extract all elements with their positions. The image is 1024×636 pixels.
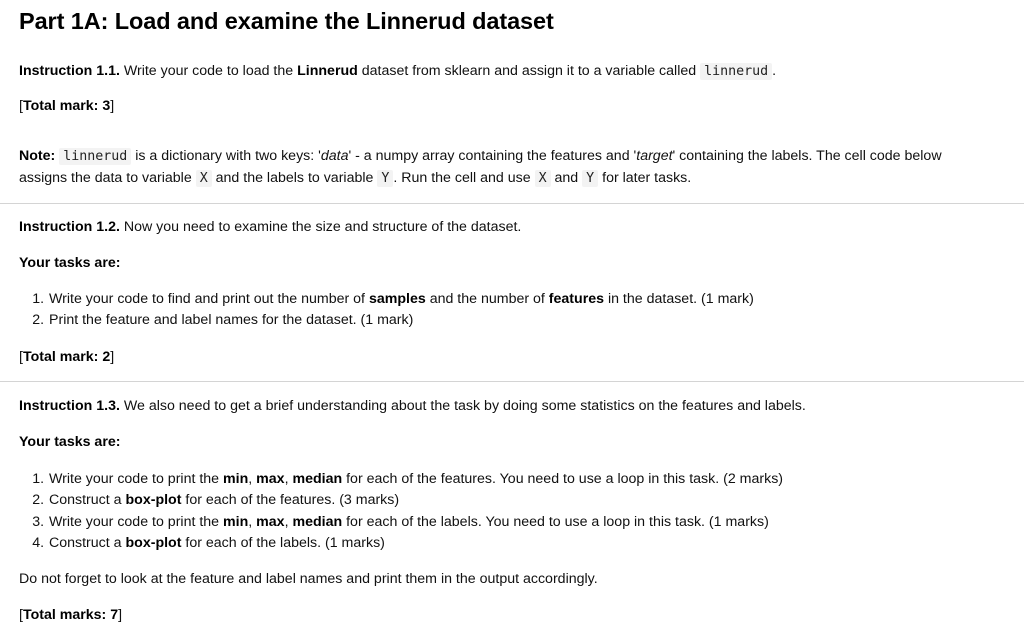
task-emphasis: features xyxy=(548,291,604,307)
note-text: and the labels to variable xyxy=(215,170,374,186)
instruction-text: dataset from sklearn and assign it to a variable called xyxy=(361,63,697,79)
tasks-heading xyxy=(19,253,120,275)
bracket: ] xyxy=(118,607,123,623)
total-mark-3 xyxy=(19,605,122,627)
note-text: ' containing the labels. The cell code below xyxy=(672,148,942,164)
tasks-label: Your tasks are: xyxy=(19,255,121,271)
punctuation: , xyxy=(284,471,289,487)
task-emphasis: median xyxy=(292,513,343,530)
note-text: is a dictionary with two keys: ' xyxy=(135,148,321,164)
task-text: and the number of xyxy=(429,291,545,307)
instruction-1-3 xyxy=(19,396,806,418)
note-key: target xyxy=(636,148,673,164)
bracket: [ xyxy=(19,607,23,623)
task-text: Write your code to print the xyxy=(49,513,220,530)
punctuation: , xyxy=(248,513,253,530)
total-mark-2 xyxy=(19,347,114,369)
inline-code: X xyxy=(196,170,212,187)
reminder: Do not forget to look at the feature and label names and print them in the output accordingly. xyxy=(19,571,598,587)
bracket: [ xyxy=(19,98,23,114)
task-text: Print the feature and label names for the dataset. (1 mark) xyxy=(49,312,414,329)
inline-code: Y xyxy=(377,170,393,187)
tasks-label: Your tasks are: xyxy=(19,434,121,450)
task-list-1-2 xyxy=(0,289,754,332)
inline-code: X xyxy=(535,170,551,187)
list-item xyxy=(48,533,783,554)
total-mark-label: Total mark: 3 xyxy=(22,98,111,114)
task-text: Write your code to find and print out the number of xyxy=(49,291,365,307)
bracket: ] xyxy=(110,349,115,365)
instruction-1-1 xyxy=(19,61,776,83)
task-emphasis: min xyxy=(223,513,249,530)
inline-code: Y xyxy=(582,170,598,187)
note-text: . Run the cell and use xyxy=(393,170,531,186)
bracket: ] xyxy=(110,98,115,114)
punctuation: , xyxy=(284,513,289,530)
page-title: Part 1A: Load and examine the Linnerud dataset xyxy=(19,8,554,34)
instruction-label: Instruction 1.3. xyxy=(19,398,120,414)
list-item xyxy=(48,310,754,331)
cell-divider xyxy=(0,381,1024,382)
note-text: and xyxy=(554,170,579,186)
note-text: ' - a numpy array containing the features and ' xyxy=(348,148,637,164)
task-text: in the dataset. (1 mark) xyxy=(607,291,754,307)
list-item xyxy=(48,469,783,490)
instruction-label: Instruction 1.1. xyxy=(19,63,120,79)
list-item xyxy=(48,512,783,533)
task-emphasis: min xyxy=(223,471,249,487)
list-item xyxy=(48,289,754,310)
tasks-heading xyxy=(19,432,120,454)
dataset-name: Linnerud xyxy=(297,63,358,79)
note-line-1 xyxy=(19,146,942,168)
total-mark-label: Total mark: 2 xyxy=(22,349,111,365)
task-list-1-3 xyxy=(0,469,783,554)
task-text: Construct a xyxy=(49,534,122,551)
task-emphasis: samples xyxy=(368,291,426,307)
task-emphasis: box-plot xyxy=(125,534,182,551)
inline-code: linnerud xyxy=(59,148,131,165)
task-text: Write your code to print the xyxy=(49,471,220,487)
note-text: for later tasks. xyxy=(602,170,692,186)
instruction-text: Write your code to load the xyxy=(123,63,294,79)
task-text: for each of the features. You need to use a loop in this task. (2 marks) xyxy=(346,471,784,487)
note-text: assigns the data to variable xyxy=(19,170,192,186)
note-key: data xyxy=(320,148,349,164)
reminder-text xyxy=(19,569,598,591)
instruction-label: Instruction 1.2. xyxy=(19,219,120,235)
task-text: for each of the features. (3 marks) xyxy=(185,492,400,509)
cell-divider xyxy=(0,203,1024,204)
note-label: Note: xyxy=(19,148,56,164)
total-mark-label: Total marks: 7 xyxy=(22,607,119,623)
instruction-text: Now you need to examine the size and structure of the dataset. xyxy=(123,219,522,235)
list-item xyxy=(48,490,783,511)
task-emphasis: median xyxy=(292,471,343,487)
punctuation: , xyxy=(248,471,253,487)
inline-code: linnerud xyxy=(700,63,772,80)
instruction-1-2 xyxy=(19,217,521,239)
instruction-text: We also need to get a brief understanding about the task by doing some statistics on the features and labels. xyxy=(123,398,806,414)
task-emphasis: max xyxy=(256,513,285,530)
total-mark-1 xyxy=(19,96,114,118)
punctuation: . xyxy=(772,63,777,79)
task-text: for each of the labels. (1 marks) xyxy=(185,534,385,551)
task-emphasis: max xyxy=(256,471,285,487)
bracket: [ xyxy=(19,349,23,365)
task-text: for each of the labels. You need to use a loop in this task. (1 marks) xyxy=(346,513,769,530)
note-line-2 xyxy=(19,168,691,190)
task-emphasis: box-plot xyxy=(125,492,182,509)
task-text: Construct a xyxy=(49,492,122,509)
